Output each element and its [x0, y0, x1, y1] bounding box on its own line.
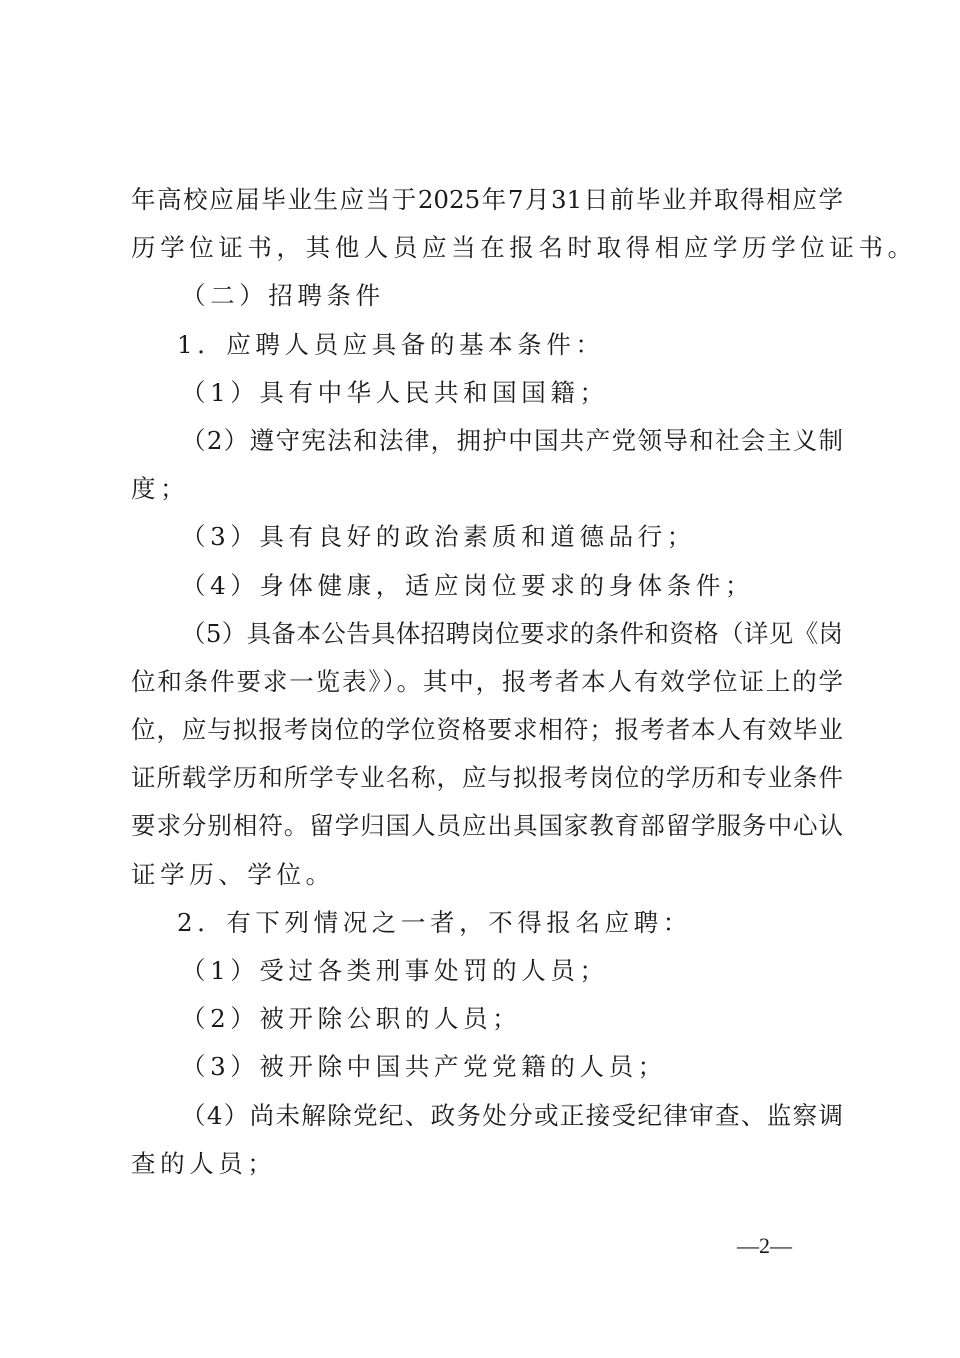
list-item-nationality: （1）具有中华人民共和国国籍；: [181, 377, 609, 407]
subsection-heading-disqualifications: 2．有下列情况之一者，不得报名应聘：: [177, 907, 692, 937]
list-item-under-investigation: （4）尚未解除党纪、政务处分或正接受纪律审查、监察调: [181, 1100, 843, 1130]
list-item-constitution-law-continued: 度；: [131, 474, 190, 504]
list-item-constitution-law: （2）遵守宪法和法律，拥护中国共产党领导和社会主义制: [181, 425, 843, 455]
list-item-under-investigation-continued: 查的人员；: [131, 1148, 277, 1178]
list-item-criminal-punishment: （1）受过各类刑事处罚的人员；: [181, 956, 609, 985]
document-body: [131, 176, 917, 1188]
list-item-dismissed-public-office: （2）被开除公职的人员；: [181, 1004, 522, 1034]
paragraph-line-graduation-deadline: 年高校应届毕业生应当于2025年7月31日前毕业并取得相应学: [131, 185, 843, 214]
list-item-position-requirements-line-2: 位和条件要求一览表》）。其中，报考者本人有效学位证上的学: [131, 666, 843, 696]
list-item-position-requirements-line-4: 证所载学历和所学专业名称，应与拟报考岗位的学历和专业条件: [131, 763, 843, 793]
list-item-position-requirements-line-3: 位，应与拟报考岗位的学位资格要求相符；报考者本人有效毕业: [131, 715, 843, 745]
list-item-political-moral: （3）具有良好的政治素质和道德品行；: [181, 522, 696, 552]
list-item-position-requirements-line-6: 证学历、学位。: [131, 859, 335, 889]
paragraph-line-certificate-requirement: 历学位证书，其他人员应当在报名时取得相应学历学位证书。: [131, 233, 917, 263]
list-item-expelled-party: （3）被开除中国共产党党籍的人员；: [181, 1052, 667, 1082]
subsection-heading-basic-conditions: 1．应聘人员应具备的基本条件：: [177, 329, 605, 359]
section-heading-recruitment-conditions: （二）招聘条件: [181, 281, 385, 311]
list-item-health: （4）身体健康，适应岗位要求的身体条件；: [181, 570, 755, 600]
list-item-position-requirements-line-5: 要求分别相符。留学归国人员应出具国家教育部留学服务中心认: [131, 811, 843, 841]
list-item-position-requirements: （5）具备本公告具体招聘岗位要求的条件和资格（详见《岗: [181, 618, 843, 648]
page-number: —2—: [737, 1233, 792, 1258]
